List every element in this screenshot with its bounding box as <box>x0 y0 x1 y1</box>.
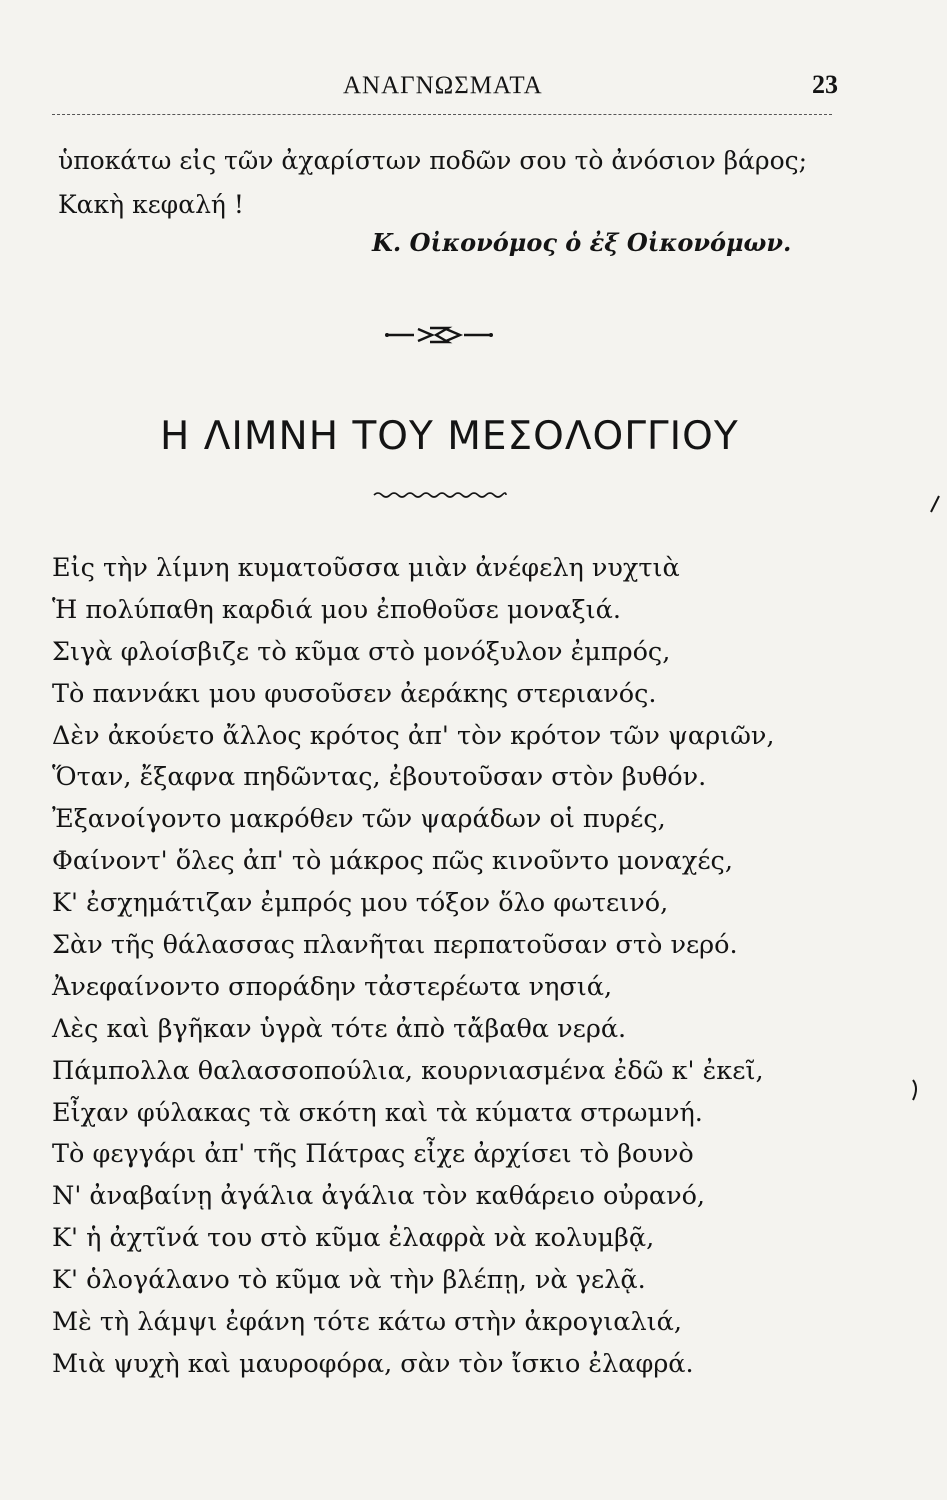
title-underline-flourish <box>372 488 508 502</box>
poem-line: Φαίνοντ' ὅλες ἀπ' τὸ μάκρος πῶς κινοῦντο μοναχές, <box>52 846 733 877</box>
poem-line: Ὅταν, ἔξαφνα πηδῶντας, ἐβουτοῦσαν στὸν βυθόν. <box>52 762 707 793</box>
poem-line: Τὸ φεγγάρι ἀπ' τῆς Πάτρας εἶχε ἀρχίσει τὸ βουνὸ <box>52 1139 694 1170</box>
poem-line: Ἀνεφαίνοντο σποράδην τἀστερέωτα νησιά, <box>52 971 613 1002</box>
prose-line: Κακὴ κεφαλή ! <box>58 190 244 219</box>
poem-line: Κ' ἐσχημάτιζαν ἐμπρός μου τόξον ὅλο φωτεινό, <box>52 888 669 919</box>
author-signature: Κ. Οἰκονόμος ὁ ἐξ Οἰκονόμων. <box>372 228 792 257</box>
poem-line: Εἰς τὴν λίμνη κυματοῦσσα μιὰν ἀνέφελη νυχτιὰ <box>52 553 680 583</box>
poem-line: Ἐξανοίγοντο μακρόθεν τῶν ψαράδων οἱ πυρές, <box>52 804 666 835</box>
ornament-divider <box>384 322 494 346</box>
page-number: 23 <box>812 70 838 99</box>
running-head <box>0 68 947 108</box>
poem-body <box>52 548 902 1386</box>
poem-line: Δὲν ἀκούετο ἄλλος κρότος ἀπ' τὸν κρότον τῶν ψαριῶν, <box>52 720 775 751</box>
margin-mark <box>905 490 945 520</box>
poem-line: Λὲς καὶ βγῆκαν ὑγρὰ τότε ἀπὸ τἄβαθα νερά. <box>52 1013 627 1044</box>
poem-line: Ν' ἀναβαίνῃ ἀγάλια ἀγάλια τὸν καθάρειο οὐρανό, <box>52 1181 706 1212</box>
margin-mark <box>905 1076 945 1106</box>
poem-line: Μιὰ ψυχὴ καὶ μαυροφόρα, σὰν τὸν ἴσκιο ἐλαφρά. <box>52 1348 694 1379</box>
poem-line: Πάμπολλα θαλασσοπούλια, κουρνιασμένα ἐδῶ κ' ἐκεῖ, <box>52 1055 764 1086</box>
poem-line: Εἶχαν φύλακας τὰ σκότη καὶ τὰ κύματα στρωμνή. <box>52 1097 703 1128</box>
running-head-title: ΑΝΑΓΝΩΣΜΑΤΑ <box>343 72 543 99</box>
poem-line: Κ' ἡ ἀχτῖνά του στὸ κῦμα ἐλαφρὰ νὰ κολυμβᾷ, <box>52 1223 655 1254</box>
header-rule <box>52 114 832 115</box>
poem-title: Η ΛΙΜΝΗ ΤΟΥ ΜΕΣΟΛΟΓΓΙΟΥ <box>160 414 739 459</box>
poem-line: Κ' ὁλογάλανο τὸ κῦμα νὰ τὴν βλέπῃ, νὰ γελᾷ. <box>52 1265 646 1296</box>
poem-line: Σὰν τῆς θάλασσας πλανῆται περπατοῦσαν στὸ νερό. <box>52 930 738 961</box>
poem-line: Σιγὰ φλοίσβιζε τὸ κῦμα στὸ μονόξυλον ἐμπρός, <box>52 636 671 667</box>
poem-line: Μὲ τὴ λάμψι ἐφάνη τότε κάτω στὴν ἀκρογιαλιά, <box>52 1307 682 1338</box>
poem-line: Τὸ παννάκι μου φυσοῦσεν ἀεράκης στεριανός. <box>52 678 657 709</box>
poem-line: Ἡ πολύπαθη καρδιά μου ἐποθοῦσε μοναξιά. <box>52 594 621 625</box>
prose-line: ὑποκάτω εἰς τῶν ἀχαρίστων ποδῶν σου τὸ ἀνόσιον βάρος; <box>58 146 808 175</box>
